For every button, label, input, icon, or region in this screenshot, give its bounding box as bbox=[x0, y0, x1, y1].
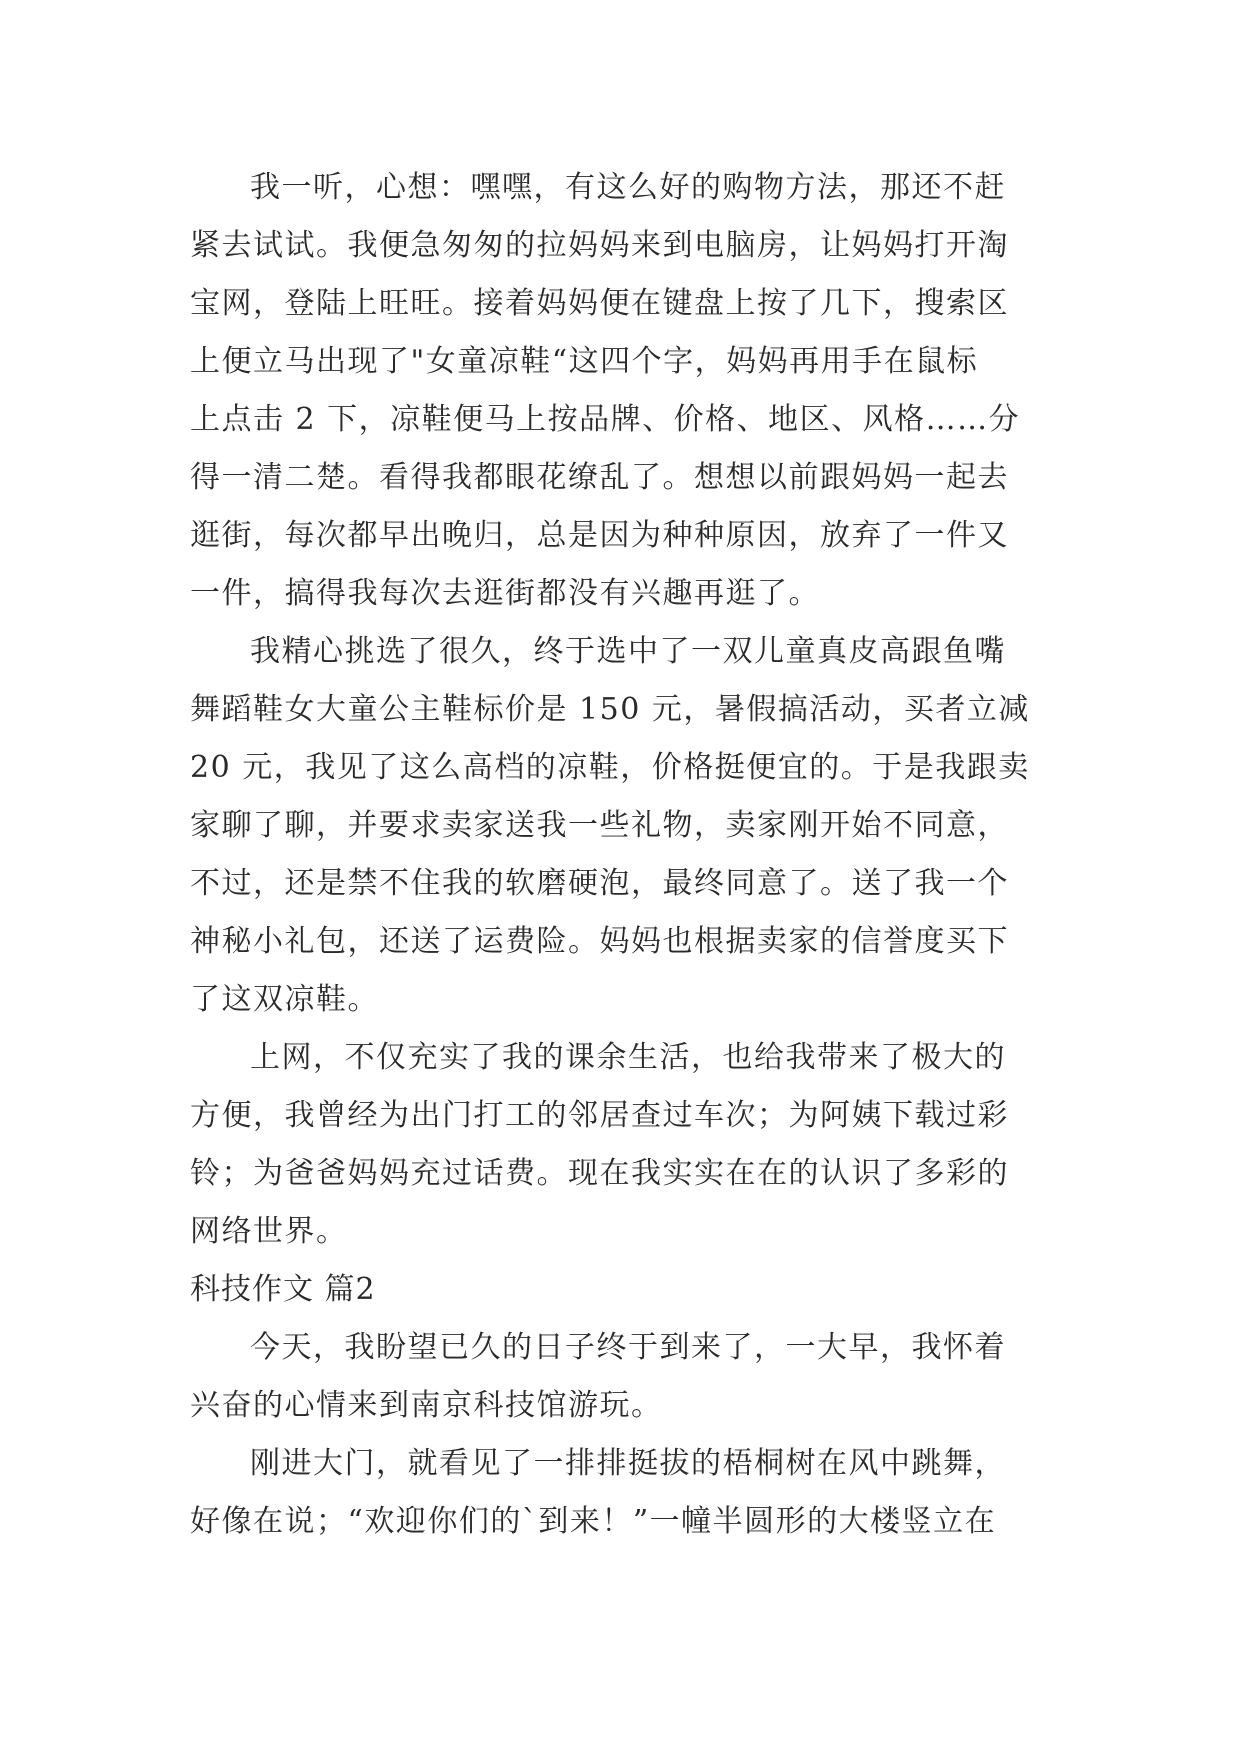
text-line: 上点击 2 下，凉鞋便马上按品牌、价格、地区、风格……分 bbox=[190, 402, 1021, 437]
text-line: 方便，我曾经为出门打工的邻居查过车次；为阿姨下载过彩 bbox=[190, 1098, 1009, 1133]
text-line: 神秘小礼包，还送了运费险。妈妈也根据卖家的信誉度买下 bbox=[190, 924, 1009, 959]
text-line: 20 元，我见了这么高档的凉鞋，价格挺便宜的。于是我跟卖 bbox=[190, 750, 1030, 785]
text-line: 得一清二楚。看得我都眼花缭乱了。想想以前跟妈妈一起去 bbox=[190, 460, 1009, 495]
text-line: 舞蹈鞋女大童公主鞋标价是 150 元，暑假搞活动，买者立减 bbox=[190, 692, 1030, 727]
text-line: 好像在说；“欢迎你们的`到来！”一幢半圆形的大楼竖立在 bbox=[190, 1504, 997, 1539]
section-heading: 科技作文 篇2 bbox=[190, 1272, 376, 1307]
text-line: 刚进大门，就看见了一排排挺拔的梧桐树在风中跳舞， bbox=[250, 1446, 1006, 1481]
text-line: 网络世界。 bbox=[190, 1214, 348, 1249]
text-line: 家聊了聊，并要求卖家送我一些礼物，卖家刚开始不同意， bbox=[190, 808, 1009, 843]
text-line: 上便立马出现了"女童凉鞋“这四个字，妈妈再用手在鼠标 bbox=[190, 344, 979, 379]
text-line: 逛街，每次都早出晚归，总是因为种种原因，放弃了一件又 bbox=[190, 518, 1009, 553]
text-line: 紧去试试。我便急匆匆的拉妈妈来到电脑房，让妈妈打开淘 bbox=[190, 228, 1009, 263]
text-line: 了这双凉鞋。 bbox=[190, 982, 379, 1017]
text-line: 我精心挑选了很久，终于选中了一双儿童真皮高跟鱼嘴 bbox=[250, 634, 1006, 669]
text-line: 铃；为爸爸妈妈充过话费。现在我实实在在的认识了多彩的 bbox=[190, 1156, 1009, 1191]
text-line: 不过，还是禁不住我的软磨硬泡，最终同意了。送了我一个 bbox=[190, 866, 1009, 901]
text-line: 我一听，心想：嘿嘿，有这么好的购物方法，那还不赶 bbox=[250, 170, 1006, 205]
text-line: 兴奋的心情来到南京科技馆游玩。 bbox=[190, 1388, 663, 1423]
document-body bbox=[190, 159, 1052, 1551]
text-line: 上网，不仅充实了我的课余生活，也给我带来了极大的 bbox=[250, 1040, 1006, 1075]
text-line: 今天，我盼望已久的日子终于到来了，一大早，我怀着 bbox=[250, 1330, 1006, 1365]
text-line: 宝网，登陆上旺旺。接着妈妈便在键盘上按了几下，搜索区 bbox=[190, 286, 1009, 321]
text-line: 一件，搞得我每次去逛街都没有兴趣再逛了。 bbox=[190, 576, 820, 611]
